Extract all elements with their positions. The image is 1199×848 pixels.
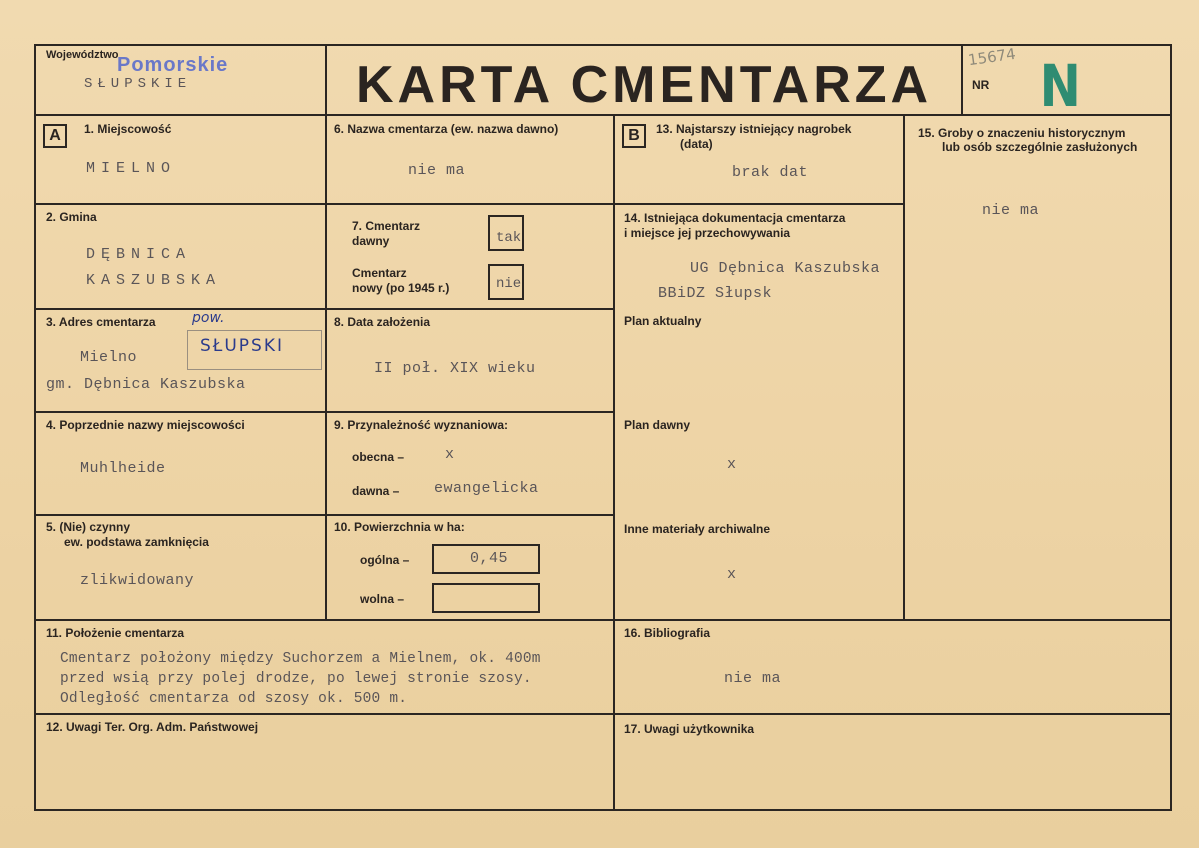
wojewodztwo-label: Województwo	[46, 49, 119, 61]
field-13-label-2: (data)	[680, 137, 713, 151]
field-3-hand-value: SŁUPSKI	[200, 336, 284, 356]
plan-dawny-value: x	[727, 456, 737, 473]
col-divider-3	[903, 114, 905, 620]
field-5-label-2: ew. podstawa zamknięcia	[64, 535, 209, 549]
field-3-hand-note: pow.	[192, 310, 225, 326]
field-9-label: 9. Przynależność wyznaniowa:	[334, 418, 509, 432]
field-9-obecna-label: obecna –	[352, 450, 405, 464]
field-1-label: 1. Miejscowość	[84, 122, 172, 136]
row-divider-b1	[614, 203, 904, 205]
col-divider-2	[613, 114, 615, 811]
field-5-label-1: 5. (Nie) czynny	[46, 520, 131, 534]
field-14-line2: BBiDZ Słupsk	[658, 285, 773, 302]
field-7-dawny-line2: dawny	[352, 234, 390, 248]
inne-materialy-label: Inne materiały archiwalne	[624, 522, 771, 536]
field-6-value: nie ma	[408, 162, 466, 179]
field-11-line1: Cmentarz położony między Suchorzem a Mielnem, ok. 400m	[60, 651, 541, 667]
field-11-line2: przed wsią przy polej drodze, po lewej stronie szosy.	[60, 671, 532, 687]
inne-materialy-value: x	[727, 566, 737, 583]
field-7-dawny-value: tak	[496, 230, 522, 246]
field-3-line2: gm. Dębnica Kaszubska	[46, 376, 246, 393]
field-13-value: brak dat	[732, 164, 809, 181]
field-15-label-2: lub osób szczególnie zasłużonych	[942, 140, 1138, 154]
field-10-wolna-label: wolna –	[360, 592, 405, 606]
row-divider-2	[34, 308, 614, 310]
field-13-label-1: 13. Najstarszy istniejący nagrobek	[656, 122, 852, 136]
wojewodztwo-stamp: Pomorskie	[117, 54, 229, 76]
field-8-value: II poł. XIX wieku	[374, 360, 536, 377]
field-7-nowy-line2: nowy (po 1945 r.)	[352, 281, 450, 295]
field-2-line1: DĘBNICA	[86, 246, 192, 263]
field-14-label-2: i miejsce jej przechowywania	[624, 226, 791, 240]
field-3-label: 3. Adres cmentarza	[46, 315, 156, 329]
field-5-value: zlikwidowany	[80, 572, 195, 589]
card-title: KARTA CMENTARZA	[356, 56, 933, 114]
plan-dawny-label: Plan dawny	[624, 418, 691, 432]
field-15-value: nie ma	[982, 202, 1040, 219]
field-7-nowy-value: nie	[496, 276, 522, 292]
header-left-divider	[325, 44, 327, 114]
field-7-dawny-line1: 7. Cmentarz	[352, 219, 421, 233]
field-16-label: 16. Bibliografia	[624, 626, 711, 640]
row-divider-5	[34, 619, 1172, 621]
field-17-label: 17. Uwagi użytkownika	[624, 722, 755, 736]
nr-serial: 15674	[966, 44, 1017, 70]
field-15-label-1: 15. Groby o znaczeniu historycznym	[918, 126, 1126, 140]
field-11-label: 11. Położenie cmentarza	[46, 626, 185, 640]
field-11-line3: Odległość cmentarza od szosy ok. 500 m.	[60, 691, 408, 707]
section-a-box: A	[43, 124, 67, 148]
row-divider-6	[34, 713, 1172, 715]
field-9-obecna-value: x	[445, 446, 455, 463]
field-4-label: 4. Poprzednie nazwy miejscowości	[46, 418, 245, 432]
field-2-label: 2. Gmina	[46, 210, 97, 224]
field-16-value: nie ma	[724, 670, 782, 687]
plan-aktualny-label: Plan aktualny	[624, 314, 702, 328]
field-10-ogolna-value: 0,45	[470, 550, 509, 567]
field-1-value: MIELNO	[86, 160, 177, 177]
field-10-wolna-box	[432, 583, 540, 613]
row-divider-1	[34, 203, 614, 205]
nr-mark: N	[1039, 52, 1081, 120]
field-2-line2: KASZUBSKA	[86, 272, 222, 289]
field-14-label-1: 14. Istniejąca dokumentacja cmentarza	[624, 211, 846, 225]
field-14-line1: UG Dębnica Kaszubska	[690, 260, 881, 277]
field-8-label: 8. Data założenia	[334, 315, 431, 329]
field-4-value: Muhlheide	[80, 460, 166, 477]
field-10-label: 10. Powierzchnia w ha:	[334, 520, 465, 534]
nr-label: NR	[972, 78, 990, 92]
field-7-nowy-line1: Cmentarz	[352, 266, 407, 280]
row-divider-3	[34, 411, 614, 413]
field-9-dawna-value: ewangelicka	[434, 480, 539, 497]
field-10-ogolna-label: ogólna –	[360, 553, 410, 567]
header-right-divider	[961, 44, 963, 114]
section-b-box: B	[622, 124, 646, 148]
wojewodztwo-typed: SŁUPSKIE	[84, 76, 192, 92]
field-3-line1: Mielno	[80, 349, 138, 366]
field-9-dawna-label: dawna –	[352, 484, 400, 498]
field-12-label: 12. Uwagi Ter. Org. Adm. Państwowej	[46, 720, 259, 734]
field-6-label: 6. Nazwa cmentarza (ew. nazwa dawno)	[334, 122, 559, 136]
col-divider-1	[325, 114, 327, 620]
row-divider-4	[34, 514, 614, 516]
